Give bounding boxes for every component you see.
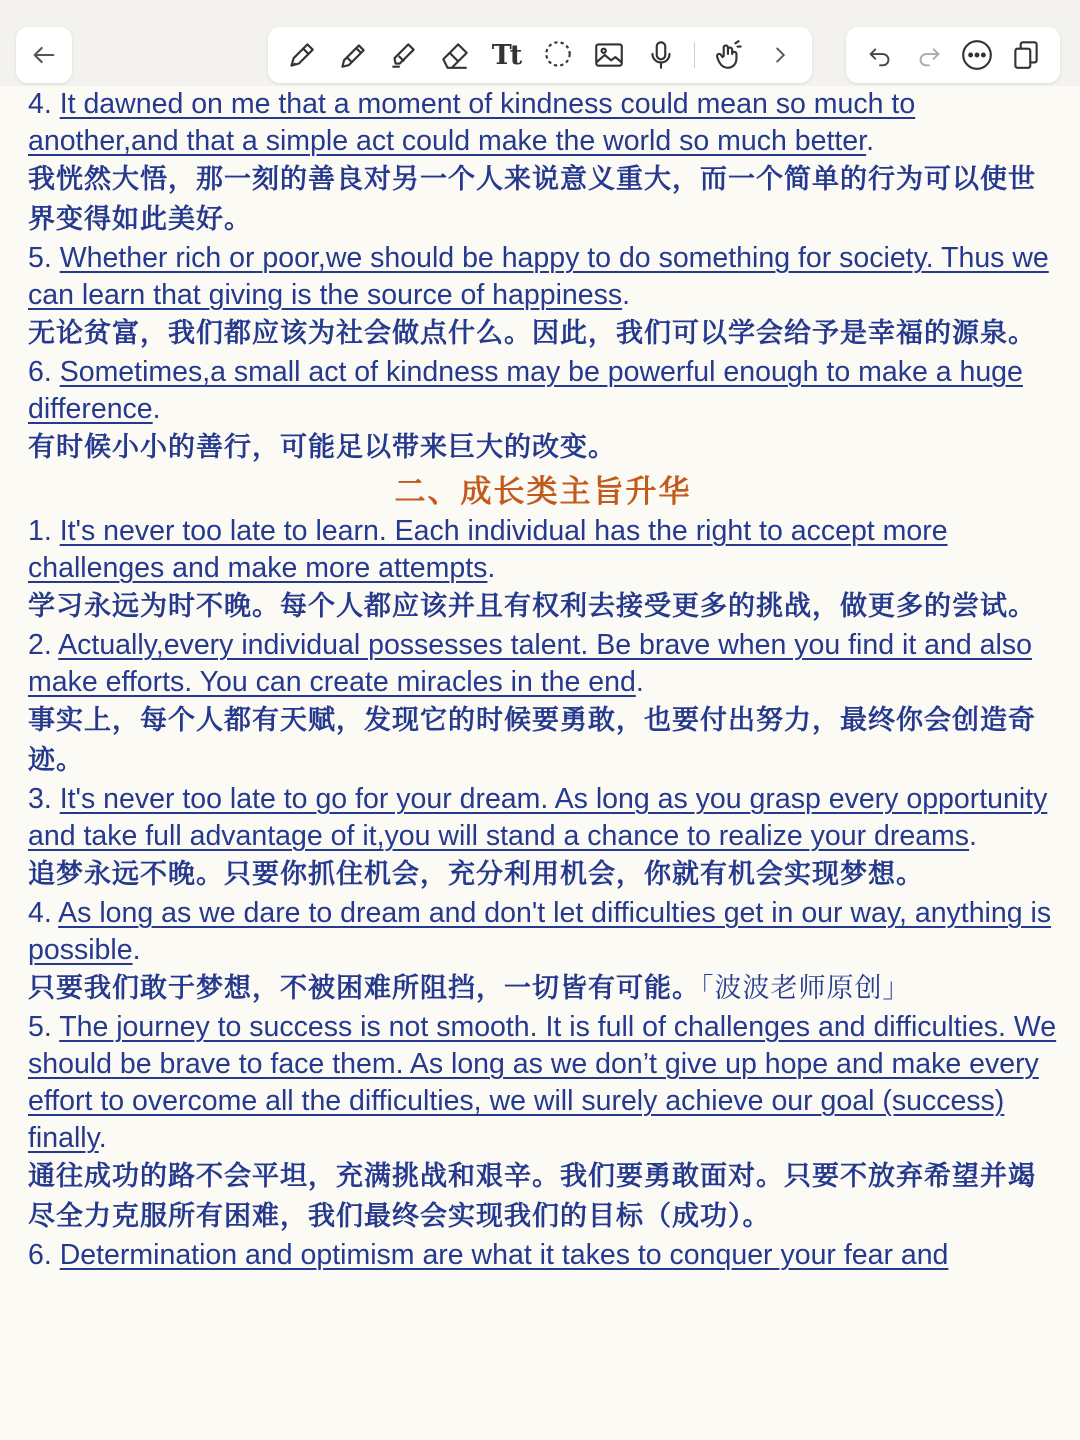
underlined-text: Actually,every individual possesses talent. Be brave when you find it and also make efforts. You can create miracles in the end xyxy=(28,629,1032,698)
english-sentence xyxy=(28,240,1058,314)
hand-gesture-button[interactable] xyxy=(711,37,747,73)
english-sentence xyxy=(28,1237,1058,1274)
item-number: 4. xyxy=(28,88,52,120)
underlined-text: It's never too late to learn. Each individual has the right to accept more challenges and make more attempts xyxy=(28,515,948,584)
pages-button[interactable] xyxy=(1008,37,1044,73)
pencil-tool-button[interactable] xyxy=(334,37,370,73)
underlined-text: It's never too late to go for your dream. As long as you grasp every opportunity and take full advantage of it,you will stand a chance to realize your dreams xyxy=(28,783,1048,852)
chevron-right-icon xyxy=(765,40,795,70)
underlined-text: Whether rich or poor,we should be happy to do something for society. Thus we can learn that giving is the source of happiness xyxy=(28,242,1049,311)
eraser-icon xyxy=(438,38,472,72)
item-number: 2. xyxy=(28,629,52,661)
sentence-end: . xyxy=(487,552,496,584)
top-toolbar xyxy=(0,0,1080,86)
chinese-translation: 追梦永远不晚。只要你抓住机会，充分利用机会，你就有机会实现梦想。 xyxy=(28,859,924,890)
list-item xyxy=(28,240,1058,354)
english-sentence xyxy=(28,513,1058,587)
item-number: 6. xyxy=(28,356,52,388)
chinese-translation: 我恍然大悟，那一刻的善良对另一个人来说意义重大，而一个简单的行为可以使世界变得如此美好。 xyxy=(28,164,1036,235)
text-tool-button[interactable] xyxy=(488,37,524,73)
eraser-tool-button[interactable] xyxy=(437,37,473,73)
undo-button[interactable] xyxy=(862,37,898,73)
undo-icon xyxy=(865,40,895,70)
underlined-text: Determination and optimism are what it takes to conquer your fear and xyxy=(59,1239,949,1271)
english-sentence xyxy=(28,1009,1058,1157)
chinese-translation xyxy=(28,969,1058,1009)
underlined-text: Sometimes,a small act of kindness may be powerful enough to make a huge difference xyxy=(28,356,1023,425)
redo-icon xyxy=(914,40,944,70)
item-number: 4. xyxy=(28,897,52,929)
sentence-end: . xyxy=(622,279,631,311)
list-item xyxy=(28,1237,1058,1274)
chinese-translation: 通往成功的路不会平坦，充满挑战和艰辛。我们要勇敢面对。只要不放弃希望并竭尽全力克服所有困难，我们最终会实现我们的目标（成功）。 xyxy=(28,1161,1036,1232)
redo-button[interactable] xyxy=(911,37,947,73)
chinese-translation: 学习永远为时不晚。每个人都应该并且有权利去接受更多的挑战，做更多的尝试。 xyxy=(28,591,1036,622)
more-options-button[interactable] xyxy=(959,37,995,73)
chinese-translation: 有时候小小的善行，可能足以带来巨大的改变。 xyxy=(28,432,616,463)
sentence-end: . xyxy=(152,393,161,425)
underlined-text: The journey to success is not smooth. It is full of challenges and difficulties. We should be brave to face them. As long as we don’t give up hope and make every effort to overcome all the difficulties, we will surely achieve our goal (success) finally xyxy=(28,1011,1057,1154)
sentence-end: . xyxy=(132,934,141,966)
text-tool-icon: Tt xyxy=(491,39,521,71)
list-item xyxy=(28,86,1058,240)
image-icon xyxy=(592,38,626,72)
english-sentence xyxy=(28,354,1058,428)
arrow-left-icon xyxy=(30,41,58,69)
sentence-end: . xyxy=(98,1122,107,1154)
author-credit: 「波波老师原创」 xyxy=(700,973,911,1004)
pencil-icon xyxy=(335,38,369,72)
sentence-end: . xyxy=(969,820,977,852)
translation-text: 只要我们敢于梦想，不被困难所阻挡，一切皆有可能。 xyxy=(28,973,700,1004)
list-item xyxy=(28,627,1058,781)
sentence-end: . xyxy=(866,125,874,157)
tool-palette xyxy=(268,27,812,83)
list-item xyxy=(28,1009,1058,1237)
pen-tool-button[interactable] xyxy=(282,37,318,73)
pages-icon xyxy=(1009,38,1043,72)
action-palette xyxy=(846,27,1060,83)
item-number: 1. xyxy=(28,515,52,547)
more-icon xyxy=(960,38,994,72)
back-button[interactable] xyxy=(16,27,72,83)
image-tool-button[interactable] xyxy=(591,37,627,73)
item-number: 6. xyxy=(28,1239,52,1271)
list-item xyxy=(28,895,1058,1009)
microphone-tool-button[interactable] xyxy=(643,37,679,73)
underlined-text: It dawned on me that a moment of kindness could mean so much to another,and that a simple act could make the world so much better xyxy=(28,88,916,157)
list-item xyxy=(28,354,1058,468)
toolbar-divider xyxy=(694,42,695,68)
microphone-icon xyxy=(644,38,678,72)
english-sentence xyxy=(28,86,1058,160)
underlined-text: As long as we dare to dream and don't let difficulties get in our way, anything is possible xyxy=(28,897,1052,966)
english-sentence xyxy=(28,895,1058,969)
item-number: 3. xyxy=(28,783,52,815)
pen-icon xyxy=(283,38,317,72)
english-sentence xyxy=(28,627,1058,701)
list-item xyxy=(28,513,1058,627)
more-tools-button[interactable] xyxy=(762,37,798,73)
item-number: 5. xyxy=(28,242,52,274)
highlighter-icon xyxy=(386,38,420,72)
note-page[interactable] xyxy=(28,86,1058,1274)
list-item xyxy=(28,781,1058,895)
highlighter-tool-button[interactable] xyxy=(385,37,421,73)
sentence-end: . xyxy=(635,666,644,698)
lasso-icon xyxy=(541,38,575,72)
english-sentence xyxy=(28,781,1058,855)
chinese-translation: 无论贫富，我们都应该为社会做点什么。因此，我们可以学会给予是幸福的源泉。 xyxy=(28,318,1036,349)
chinese-translation: 事实上，每个人都有天赋，发现它的时候要勇敢，也要付出努力，最终你会创造奇迹。 xyxy=(28,705,1036,776)
section-heading: 二、成长类主旨升华 xyxy=(394,474,692,510)
item-number: 5. xyxy=(28,1011,52,1043)
lasso-tool-button[interactable] xyxy=(540,37,576,73)
hand-gesture-icon xyxy=(712,38,746,72)
